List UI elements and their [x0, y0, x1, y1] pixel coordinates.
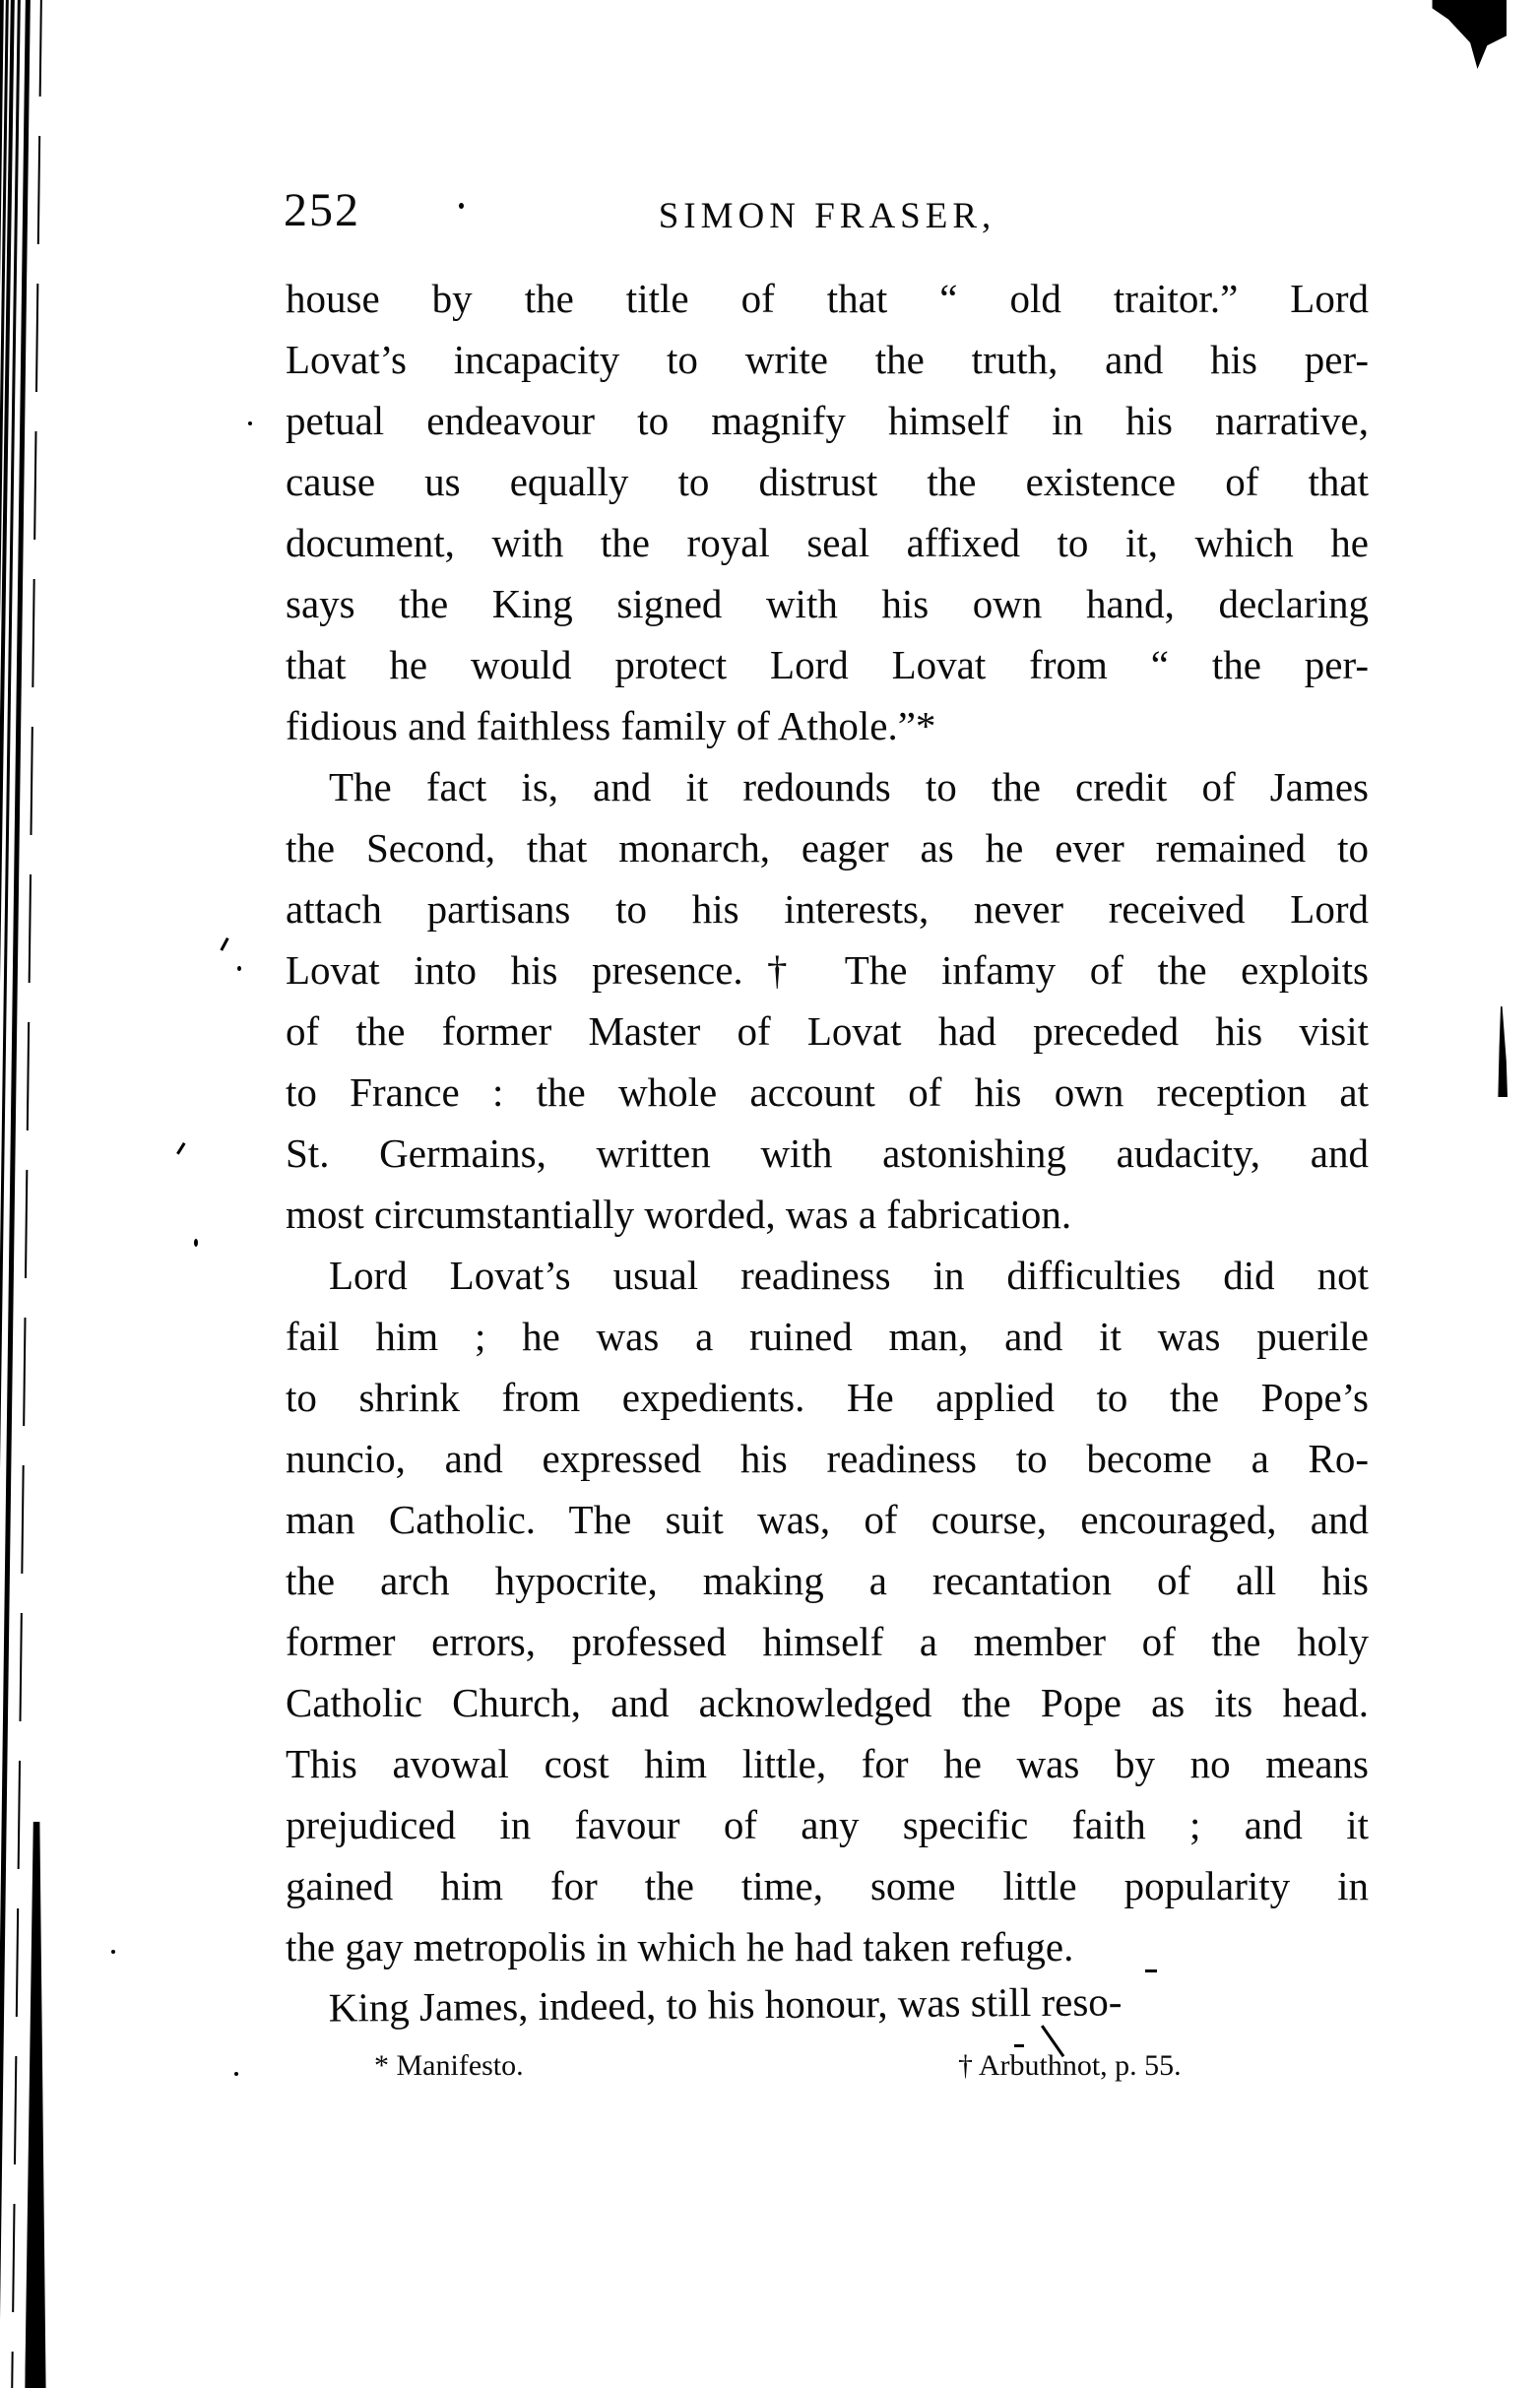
ink-speck [234, 2072, 238, 2076]
text-line: Lovat into his presence.† The infamy of the exploits [286, 947, 1369, 993]
text-line: of the former Master of Lovat had preceded his visit [286, 1008, 1369, 1054]
text-line: house by the title of that “ old traitor.” Lord [286, 276, 1369, 321]
text-line: fidious and faithless family of Athole.”* [286, 703, 936, 748]
text-line: to shrink from expedients. He applied to the Pope’s [286, 1375, 1369, 1420]
text-line: man Catholic. The suit was, of course, encouraged, and [286, 1497, 1369, 1542]
ink-speck [176, 1142, 185, 1155]
text-line: St. Germains, written with astonishing audacity, and [286, 1130, 1369, 1176]
body-text-block [286, 268, 1369, 2038]
running-header-title: SIMON FRASER, [658, 196, 996, 236]
text-line: Lovat’s incapacity to write the truth, and his per- [286, 337, 1369, 382]
text-line: says the King signed with his own hand, declaring [286, 581, 1369, 626]
ink-speck [220, 937, 228, 951]
text-line: gained him for the time, some little popularity in [286, 1863, 1369, 1908]
ink-speck [111, 1950, 115, 1954]
text-line: most circumstantially worded, was a fabrication. [286, 1192, 1072, 1237]
text-line: Catholic Church, and acknowledged the Pope as its head. [286, 1680, 1369, 1725]
text-line: the gay metropolis in which he had taken refuge. [286, 1924, 1074, 1969]
scan-artifact-corner-blot [1426, 0, 1507, 69]
text-line: former errors, professed himself a member of the holy [286, 1619, 1369, 1664]
text-line: King James, indeed, to his honour, was still reso- [328, 1978, 1123, 2031]
text-line: document, with the royal seal affixed to it, which he [286, 520, 1369, 565]
ink-speck [248, 421, 252, 425]
page-number: 252 [284, 184, 360, 236]
scan-artifact-margin-mark [1496, 1006, 1508, 1097]
text-line: the Second, that monarch, eager as he ever remained to [286, 825, 1369, 871]
text-line: The fact is, and it redounds to the credit of James [329, 764, 1369, 809]
text-line: Lord Lovat’s usual readiness in difficulties did not [329, 1253, 1369, 1298]
gutter-shadow-band [25, 1822, 52, 2388]
text-line: This avowal cost him little, for he was by no means [286, 1741, 1369, 1786]
footnote-manifesto: * Manifesto. [374, 2049, 524, 2082]
text-line: fail him ; he was a ruined man, and it was puerile [286, 1314, 1369, 1359]
text-line: that he would protect Lord Lovat from “ the per- [286, 642, 1369, 687]
text-line: the arch hypocrite, making a recantation of all his [286, 1558, 1369, 1603]
text-line: cause us equally to distrust the existence of that [286, 459, 1369, 504]
footnote-arbuthnot: † Arbuthnot, p. 55. [958, 2049, 1182, 2082]
text-line: attach partisans to his interests, never received Lord [286, 886, 1369, 932]
text-line: prejudiced in favour of any specific faith ; and it [286, 1802, 1369, 1847]
text-line: to France : the whole account of his own reception at [286, 1069, 1369, 1115]
ink-speck [237, 966, 241, 971]
text-line: nuncio, and expressed his readiness to become a Ro- [286, 1436, 1369, 1481]
ink-speck [194, 1239, 198, 1247]
text-line: petual endeavour to magnify himself in his narrative, [286, 398, 1369, 443]
